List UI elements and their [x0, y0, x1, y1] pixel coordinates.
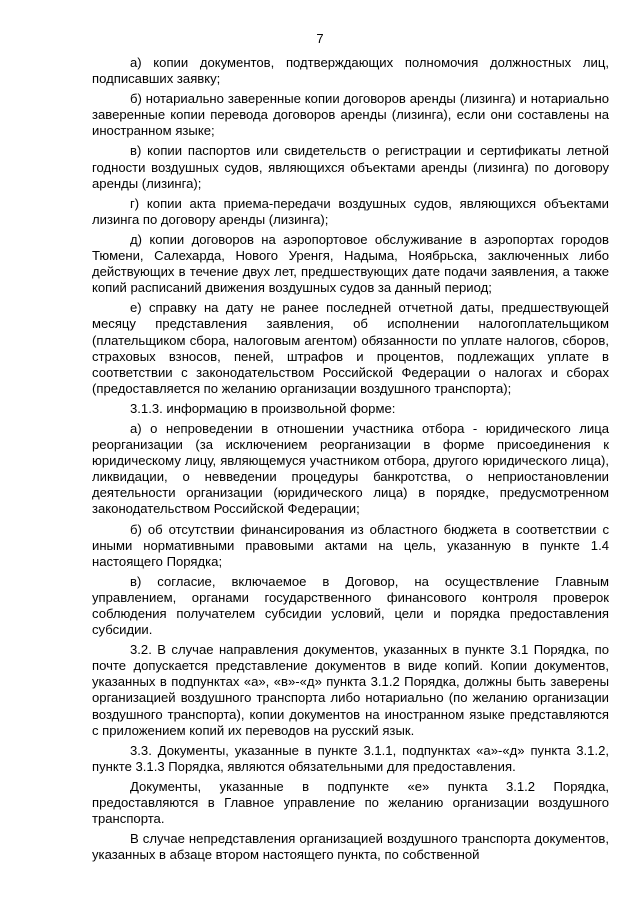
- document-body: [92, 55, 609, 867]
- paragraph-3-1-3-a: а) о непроведении в отношении участника отбора - юридического лица реорганизации (за исключением реорганизации в форме присоединения к юридическому лицу, являющемуся участником отбора, другого юридического лица), ликвидации, о невведении процедуры банкротства, о неприостановлении деятельности организации (юридического лица) в порядке, предусмотренном законодательством Российской Федерации;: [92, 420, 609, 517]
- paragraph-3-3-non-submission: В случае непредставления организацией воздушного транспорта документов, указанных в абзаце втором настоящего пункта, по собственной: [92, 831, 609, 863]
- paragraph-3-1-3-b: б) об отсутствии финансирования из областного бюджета в соответствии с иными нормативными правовыми актами на цель, указанную в пункте 1.4 настоящего Порядка;: [92, 521, 609, 569]
- paragraph-3-3-optional-docs: Документы, указанные в подпункте «е» пункта 3.1.2 Порядка, предоставляются в Главное управление по желанию организации воздушного транспорта.: [92, 778, 609, 827]
- paragraph-3-1-2-v: в) копии паспортов или свидетельств о регистрации и сертификаты летной годности воздушных судов, являющихся объектами аренды (лизинга) по договору аренды (лизинга);: [92, 143, 609, 191]
- paragraph-3-3: 3.3. Документы, указанные в пункте 3.1.1, подпунктах «а»-«д» пункта 3.1.2, пункте 3.1.3 Порядка, являются обязательными для предоставления.: [92, 742, 609, 774]
- page-number: 7: [316, 31, 324, 46]
- paragraph-3-1-2-a: а) копии документов, подтверждающих полномочия должностных лиц, подписавших заявку;: [92, 55, 609, 87]
- paragraph-3-1-2-e: е) справку на дату не ранее последней отчетной даты, предшествующей месяцу представления заявления, об исполнении налогоплательщиком (плательщиком сбора, налоговым агентом) обязанности по уплате налогов, сборов, страховых взносов, пеней, штрафов и процентов, подлежащих уплате в соответствии с законодательством Российской Федерации о налогах и сборах (предоставляется по желанию организации воздушного транспорта);: [92, 300, 609, 396]
- paragraph-3-1-2-g: г) копии акта приема-передачи воздушных судов, являющихся объектами лизинга по договору аренды (лизинга);: [92, 195, 609, 227]
- paragraph-3-1-3: 3.1.3. информацию в произвольной форме:: [130, 400, 396, 416]
- paragraph-3-1-3-v: в) согласие, включаемое в Договор, на осуществление Главным управлением, органами государственного финансового контроля проверок соблюдения получателем субсидии условий, цели и порядка предоставления субсидии.: [92, 573, 609, 638]
- paragraph-3-1-2-b: б) нотариально заверенные копии договоров аренды (лизинга) и нотариально заверенные копии перевода договоров аренды (лизинга), если они составлены на иностранном языке;: [92, 91, 609, 139]
- paragraph-3-1-2-d: д) копии договоров на аэропортовое обслуживание в аэропортах городов Тюмени, Салехарда, Нового Уренгя, Надыма, Ноябрьска, заключенных либо действующих в течение двух лет, предшествующих дате подачи заявления, а также копий расписаний движения воздушных судов за данный период;: [92, 231, 609, 296]
- paragraph-3-2: 3.2. В случае направления документов, указанных в пункте 3.1 Порядка, по почте допускается представление документов в виде копий. Копии документов, указанных в подпунктах «а», «в»-«д» пункта 3.1.2 Порядка, должны быть заверены организацией воздушного транспорта либо нотариально (по желанию организации воздушного транспорта), копии документов на иностранном языке представляются с приложением копий их переводов на русский язык.: [92, 642, 609, 738]
